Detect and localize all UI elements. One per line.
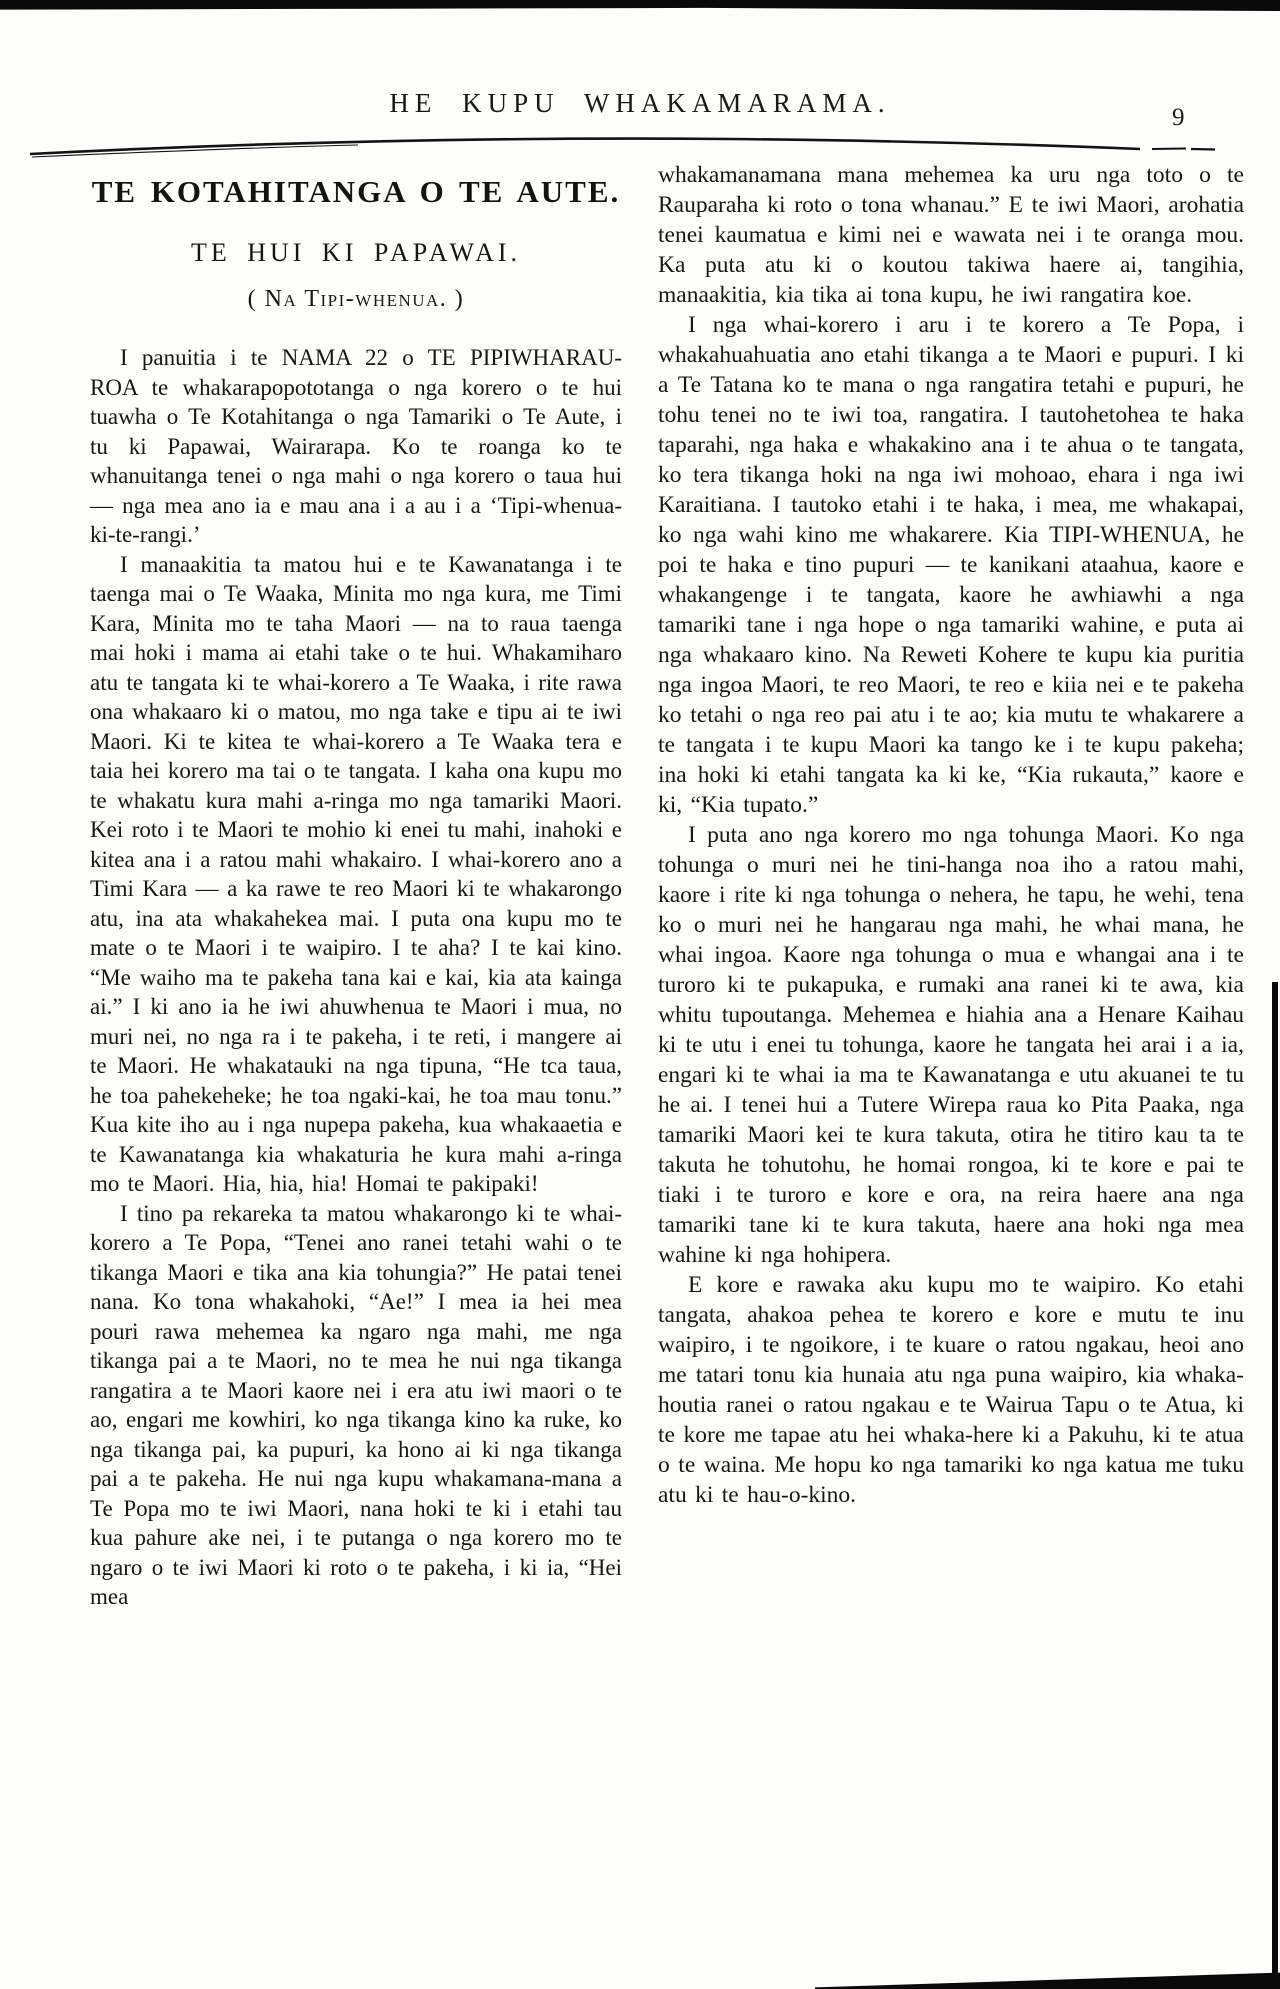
right-paragraph-4: E kore e rawaka aku kupu mo te waipiro. Ko etahi tangata, ahakoa pehea te korero e kore e mutu te inu waipiro, i te ngoikore, i te kuare o ratou ngakau, heoi ano me tatari tonu kia hunaia atu nga puna waipiro, kia whaka-houtia ranei o ratou ngakau e te Wairua Tapu o te Atua, ki te kore me tapae atu hei whaka-here ki a Pakuhu, ki te atua o te waina. Me hopu ko nga tamariki ko nga katua me tuku atu ki te hau-o-kino. [658,1272,1244,1508]
right-paragraph-2: I nga whai-korero i aru i te korero a Te Popa, i whakahuahuatia ano etahi tikanga a te Maori e pupuri. I ki a Te Tatana ko te mana o nga rangatira tetahi e pupuri, he tohu tenei no te iwi toa, rangatira. I tautohetohea te haka taparahi, nga haka e whakakino ana i te ahua o te tangata, ko tera tikanga hoki na nga iwi mohoao, ehara i nga iwi Karaitiana. I tautoko etahi i te haka, i mea, me whakapai, ko nga wahi kino me whakarere. Kia TIPI-WHENUA, he poi te haka e tino pupuri — te kanikani ataahua, kaore e whakangenge i te tangata, kaore he awhiawhi a nga tamariki tane i nga hope o nga tamariki wahine, e puta ai nga whakaaro kino. Na Reweti Kohere te kupu kia puritia nga ingoa Maori, te reo Maori, te reo e kiia nei e te pakeha ko tetahi o nga reo pai atu i te ao; kia mutu te whakarere a te tangata i te kupu Maori ka tango ke i te kupu pakeha; ina hoki ki etahi tangata ka ki ke, “Kia rukauta,” kaore e ki, “Kia tupato.” [658,312,1244,818]
article-title: TE KOTAHITANGA O TE AUTE. [91,174,621,209]
left-paragraph-2: I manaakitia ta matou hui e te Kawanatanga i te taenga mai o Te Waaka, Minita mo nga kura, me Timi Kara, Minita mo te taha Maori — na to raua taenga mai hoki i mama ai etahi take o te hui. Whakamiharo atu te tangata ki te whai-korero a Te Waaka, i rite rawa ona whakaaro ki o matou, mo nga take e tipu ai te iwi Maori. Ki te kitea te whai-korero a Te Waaka tera e taia hei korero ma tai o te tangata. I kaha ona kupu mo te whakatu kura mahi a-ringa mo nga tamariki Maori. Kei roto i te Maori te mohio ki enei tu mahi, inahoki e kitea ana i a ratou mahi whakairo. I whai-korero ano a Timi Kara — a ka rawe te reo Maori ki te whakarongo atu, ina ata whakahekea mai. I puta ona kupu mo te mate o te Maori i te waipiro. I te aha? I te kai kino. “Me waiho ma te pakeha tana kai e kai, kia ata kainga ai.” I ki ano ia he iwi ahuwhenua te Maori i mua, no muri nei, no nga ra i te pakeha, i te reti, i mangere ai te Maori. He whakatauki na nga tipuna, “He tca taua, he toa pahekeheke; he toa ngaki-kai, he toa mau tonu.” Kua kite iho au i nga nupepa pakeha, kua whakaaetia e te Kawanatanga kia whakaturia he kura mahi a-ringa mo te Maori. Hia, hia, hia! Homai te pakipaki! [90,551,622,1196]
header-rule [28,132,1218,160]
scan-edge-artifact-right [1272,982,1278,1989]
page-number: 9 [1172,104,1185,131]
scan-edge-artifact-top [0,0,1280,11]
left-paragraph-1: I panuitia i te NAMA 22 o TE PIPIWHARAU-ROA te whakarapopototanga o nga korero o te hui tuawha o Te Kotahitanga o nga Tamariki o Te Aute, i tu ki Papawai, Wairarapa. Ko te roanga ko te whanuitanga tenei o nga mahi o nga korero o taua hui — nga mea ano ia e mau ana i a au i a ‘Tipi-whenua-ki-te-rangi.’ [90,345,622,547]
left-column [90,160,622,1612]
right-paragraph-3: I puta ano nga korero mo nga tohunga Maori. Ko nga tohunga o muri nei he tini-hanga noa iho a ratou mahi, kaore i rite ki nga tohunga o nehera, he tapu, he wehi, tena ko o muri nei he hangarau nga mahi, he whai mana, he whai ingoa. Kaore nga tohunga o mua e whangai ana i te turoro ki te pukapuka, e rumaki ana ranei ki te awa, kia whitu tupoutanga. Mehemea e hiahia ana a Henare Kaihau ki te utu i enei tu tohunga, kaore he tangata hei arai i a ia, engari ki te whai ia ma te Kawanatanga e utu akuanei te tu he ai. I tenei hui a Tutere Wirepa raua ko Pita Paaka, nga tamariki Maori kei te kura takuta, otira he titiro kau ta te takuta he tohutohu, he homai rongoa, ki te kore e pai te tiaki i te turoro e kore e ora, na reira haere ana nga tamariki tane ki te kura takuta, haere ana hoki nga mea wahine ki nga hohipera. [658,822,1244,1268]
right-paragraph-1: whakamanamana mana mehemea ka uru nga toto o te Rauparaha ki roto o tona whanau.” E te iwi Maori, arohatia tenei kaumatua e kimi nei e wawata nei i te oranga mou. Ka puta atu ki o koutou takiwa haere ai, tangihia, manaakitia, kia tika ai tona kupu, he iwi rangatira koe. [658,162,1244,308]
scan-edge-artifact-bottom-right [815,1969,1280,1989]
article-byline: ( Na Tipi-whenua. ) [247,286,465,312]
right-column [658,160,1244,1612]
article-columns [90,160,1244,1612]
article-subtitle: TE HUI KI PAPAWAI. [190,238,522,267]
left-paragraph-3: I tino pa rekareka ta matou whakarongo ki te whai-korero a Te Popa, “Tenei ano ranei tetahi wahi o te tikanga Maori e tika ana kia tohungia?” He patai tenei nana. Ko tona whakahoki, “Ae!” I mea ia hei mea pouri rawa mehemea ka ngaro nga mahi, me nga tikanga pai a te Maori, no te mea he nui nga tikanga rangatira a te Maori kaore nei i era atu iwi maori o te ao, engari me kowhiri, ko nga tikanga kino ka ruke, ko nga tikanga pai, ka pupuri, ka hono ai ki nga tikanga pai a te pakeha. He nui nga kupu whakamana-mana a Te Popa mo te iwi Maori, nana hoki te ki i etahi tau kua pahure ake nei, i te putanga o nga korero mo te ngaro o te iwi Maori ki roto o te pakeha, i ki ia, “Hei mea [90,1200,622,1609]
running-title: HE KUPU WHAKAMARAMA. [389,88,891,118]
